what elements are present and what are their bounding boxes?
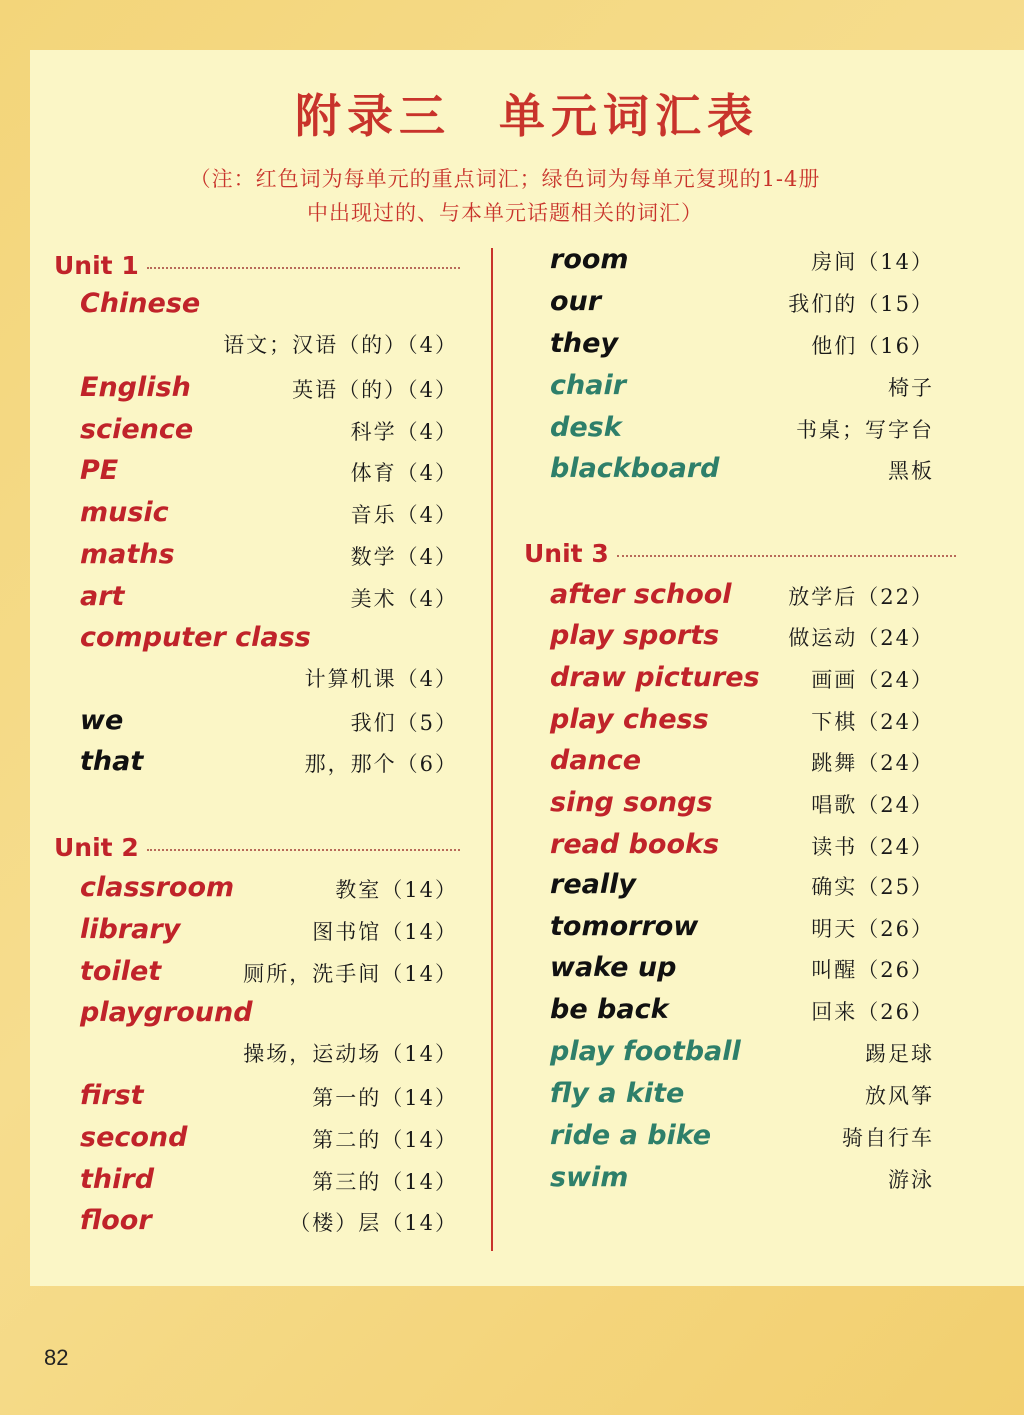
vocab-word: read books <box>550 829 720 860</box>
vocab-entry <box>80 537 458 579</box>
vocab-meaning: 第一的（14） <box>312 1086 458 1110</box>
vocab-entry <box>550 785 934 827</box>
vocab-entry <box>80 620 458 691</box>
vocab-word: second <box>80 1122 188 1153</box>
vocab-word: really <box>550 869 636 900</box>
vocab-meaning: 操场，运动场（14） <box>243 1042 458 1066</box>
vocab-meaning: （楼）层（14） <box>289 1211 458 1235</box>
vocab-meaning: 图书馆（14） <box>312 920 458 944</box>
vocab-entry <box>550 284 934 326</box>
vocab-entry <box>550 1160 934 1202</box>
vocab-word: first <box>80 1080 144 1111</box>
vocab-meaning: 确实（25） <box>811 875 934 899</box>
vocab-word: that <box>80 746 144 777</box>
vocab-entry <box>550 950 934 992</box>
vocab-word: computer class <box>80 622 311 653</box>
vocab-meaning: 放学后（22） <box>788 585 934 609</box>
note <box>70 162 940 230</box>
vocab-entry <box>550 909 934 951</box>
vocab-meaning: 跳舞（24） <box>811 751 934 775</box>
dotted-leader <box>147 849 460 851</box>
unit-1-header <box>54 248 460 282</box>
vocab-word: room <box>550 244 629 275</box>
vocab-meaning: 语文；汉语（的）（4） <box>223 333 458 357</box>
vocab-word: ride a bike <box>550 1120 712 1151</box>
vocab-meaning: 骑自行车 <box>842 1126 934 1150</box>
vocab-meaning: 下棋（24） <box>811 710 934 734</box>
vocab-entry <box>550 827 934 869</box>
vocab-meaning: 读书（24） <box>811 835 934 859</box>
vocab-word: after school <box>550 579 732 610</box>
vocab-entry <box>550 451 934 493</box>
vocab-entry <box>550 867 934 909</box>
vocab-word: wake up <box>550 952 677 983</box>
vocab-entry <box>80 744 458 786</box>
title-appendix: 附录三 <box>295 89 451 143</box>
vocab-meaning: 回来（26） <box>811 1000 934 1024</box>
vocab-meaning: 体育（4） <box>350 461 458 485</box>
vocab-word: play football <box>550 1036 741 1067</box>
vocab-word: library <box>80 914 181 945</box>
vocab-meaning: 唱歌（24） <box>811 793 934 817</box>
vocab-word: be back <box>550 994 669 1025</box>
vocab-meaning: 明天（26） <box>811 917 934 941</box>
vocab-entry <box>80 995 458 1066</box>
vocab-word: sing songs <box>550 787 713 818</box>
vocab-meaning: 放风筝 <box>865 1084 934 1108</box>
vocab-meaning: 第二的（14） <box>312 1128 458 1152</box>
vocab-entry <box>550 368 934 410</box>
vocab-word: we <box>80 705 124 736</box>
note-line-2: 中出现过的、与本单元话题相关的词汇） <box>307 201 703 225</box>
vocab-meaning: 叫醒（26） <box>811 958 934 982</box>
vocab-word: science <box>80 414 194 445</box>
vocab-entry <box>550 1076 934 1118</box>
vocab-word: Chinese <box>80 288 201 319</box>
vocab-meaning: 教室（14） <box>335 878 458 902</box>
unit-3-header <box>524 536 956 570</box>
vocab-entry <box>550 743 934 785</box>
vocab-word: tomorrow <box>550 911 699 942</box>
vocab-meaning: 美术（4） <box>350 587 458 611</box>
vocab-word: blackboard <box>550 453 720 484</box>
vocab-meaning: 那，那个（6） <box>304 752 458 776</box>
vocab-word: our <box>550 286 602 317</box>
vocab-meaning: 踢足球 <box>865 1042 934 1066</box>
page-title <box>30 80 1024 146</box>
vocab-entry <box>550 660 934 702</box>
page-number: 82 <box>44 1345 69 1370</box>
vocab-entry <box>80 703 458 745</box>
vocab-meaning: 黑板 <box>888 459 934 483</box>
title-heading: 单元词汇表 <box>499 89 759 143</box>
vocab-word: classroom <box>80 872 235 903</box>
vocab-meaning: 他们（16） <box>811 334 934 358</box>
vocab-meaning: 画画（24） <box>811 668 934 692</box>
vocab-word: fly a kite <box>550 1078 685 1109</box>
vocab-entry <box>550 992 934 1034</box>
vocab-meaning: 音乐（4） <box>350 503 458 527</box>
vocab-word: swim <box>550 1162 629 1193</box>
vocab-meaning: 计算机课（4） <box>304 667 458 691</box>
vocab-entry <box>80 1078 458 1120</box>
dotted-leader <box>147 267 460 269</box>
vocab-meaning: 厕所，洗手间（14） <box>243 962 458 986</box>
vocab-word: English <box>80 372 191 403</box>
vocab-entry <box>80 412 458 454</box>
vocab-meaning: 房间（14） <box>811 250 934 274</box>
column-divider <box>491 248 493 1251</box>
vocab-entry <box>80 579 458 621</box>
vocab-entry <box>80 1120 458 1162</box>
vocab-entry <box>550 577 934 619</box>
vocab-meaning: 椅子 <box>888 376 934 400</box>
vocabulary-page <box>30 50 1024 1286</box>
vocab-meaning: 第三的（14） <box>312 1170 458 1194</box>
vocab-meaning: 游泳 <box>888 1168 934 1192</box>
unit-1-title: Unit 1 <box>54 250 139 280</box>
unit-2-header <box>54 830 460 864</box>
vocab-word: play sports <box>550 620 720 651</box>
vocab-entry <box>550 618 934 660</box>
vocab-meaning: 英语（的）（4） <box>292 378 458 402</box>
vocab-entry <box>80 912 458 954</box>
note-line-1: （注：红色词为每单元的重点词汇；绿色词为每单元复现的1-4册 <box>189 167 821 191</box>
vocab-word: chair <box>550 370 627 401</box>
vocab-word: music <box>80 497 169 528</box>
vocab-meaning: 科学（4） <box>350 420 458 444</box>
vocab-entry <box>80 954 458 996</box>
vocab-word: play chess <box>550 704 709 735</box>
vocab-entry <box>550 1034 934 1076</box>
unit-3-title: Unit 3 <box>524 538 609 568</box>
vocab-entry <box>80 870 458 912</box>
vocab-word: desk <box>550 412 622 443</box>
vocab-entry <box>80 286 458 357</box>
vocab-word: draw pictures <box>550 662 760 693</box>
vocab-word: PE <box>80 455 119 486</box>
vocab-entry <box>550 702 934 744</box>
dotted-leader <box>617 555 956 557</box>
vocab-meaning: 做运动（24） <box>788 626 934 650</box>
vocab-word: floor <box>80 1205 152 1236</box>
vocab-entry <box>80 495 458 537</box>
vocab-word: playground <box>80 997 253 1028</box>
vocab-word: they <box>550 328 619 359</box>
vocab-entry <box>550 1118 934 1160</box>
vocab-entry <box>80 1203 458 1245</box>
unit-2-title: Unit 2 <box>54 832 139 862</box>
vocab-meaning: 我们（5） <box>350 711 458 735</box>
vocab-entry <box>80 453 458 495</box>
vocab-meaning: 我们的（15） <box>788 292 934 316</box>
vocab-word: maths <box>80 539 175 570</box>
vocab-meaning: 书桌；写字台 <box>796 418 934 442</box>
vocab-word: art <box>80 581 125 612</box>
vocab-word: toilet <box>80 956 162 987</box>
vocab-entry <box>80 1162 458 1204</box>
vocab-meaning: 数学（4） <box>350 545 458 569</box>
vocab-entry <box>550 242 934 284</box>
vocab-word: third <box>80 1164 155 1195</box>
vocab-entry <box>550 326 934 368</box>
vocab-entry <box>80 370 458 412</box>
vocab-entry <box>550 410 934 452</box>
vocab-word: dance <box>550 745 642 776</box>
